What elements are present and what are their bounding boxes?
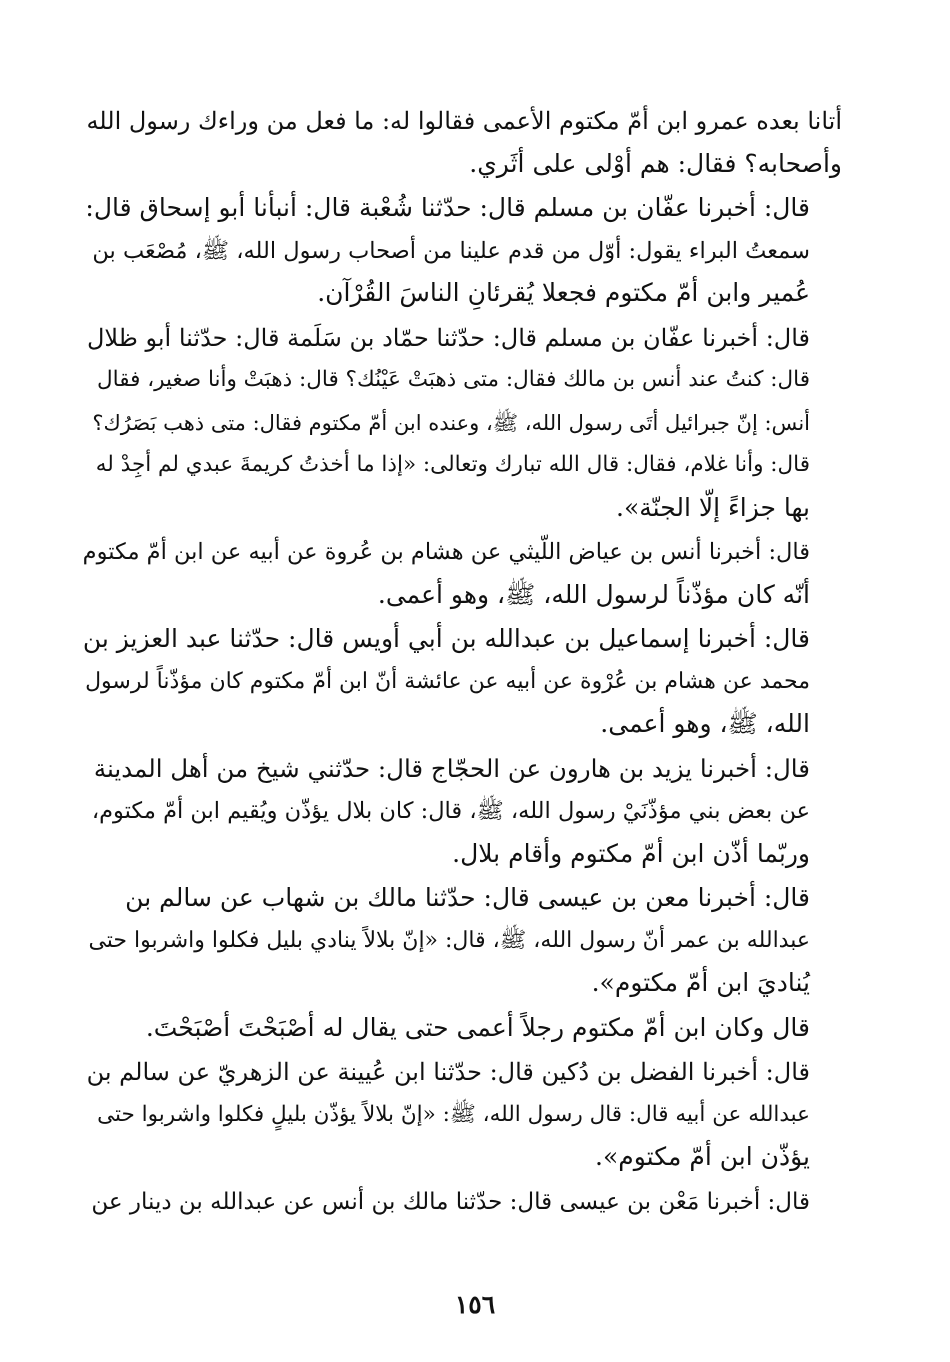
text-line: وربّما أذّن ابن أمّ مكتوم وأقام بلال.	[452, 838, 810, 868]
paragraph-6	[82, 748, 842, 876]
paragraph-10	[82, 1181, 842, 1224]
text-line: قال: أخبرنا مَعْن بن عيسى قال: حدّثنا مالك بن أنس عن عبدالله بن دينار عن	[91, 1188, 810, 1215]
page-number: ١٥٦	[454, 1290, 496, 1319]
text-line: قال وكان ابن أمّ مكتوم رجلاً أعمى حتى يقال له أصْبَحْتَ أصْبَحْتَ.	[145, 1012, 810, 1042]
text-line: بها جزاءً إلّا الجنّة».	[616, 492, 810, 522]
text-line: قال: أخبرنا يزيد بن هارون عن الحجّاج قال: حدّثني شيخ من أهل المدينة	[93, 753, 810, 783]
text-line: قال: وأنا غلام، فقال: قال الله تبارك وتعالى: «إذا ما أخذتُ كريمةَ عبدي لم أجِدْ له	[95, 452, 810, 477]
text-line: محمد عن هشام بن عُرْوة عن أبيه عن عائشة أنّ ابن أمّ مكتوم كان مؤذّناً لرسول	[85, 668, 810, 694]
text-line: قال: أخبرنا الفضل بن دُكين قال: حدّثنا ابن عُيينة عن الزهريّ عن سالم بن	[86, 1058, 810, 1086]
text-line: سمعتُ البراء يقول: أوّل من قدم علينا من أصحاب رسول الله، ﷺ، مُصْعَب بن	[92, 237, 810, 264]
text-line: الله، ﷺ، وهو أعمى.	[600, 709, 810, 738]
paragraph-2	[82, 187, 842, 315]
text-line: عُمير وابن أمّ مكتوم فجعلا يُقرئانِ الناسَ القُرْآن.	[317, 278, 810, 307]
paragraph-4	[82, 531, 842, 616]
text-line: أتانا بعده عمرو ابن أمّ مكتوم الأعمى فقالوا له: ما فعل من وراءك رسول الله	[86, 107, 842, 135]
text-line: قال: كنتُ عند أنس بن مالك فقال: متى ذهبَتْ عَيْنُك؟ قال: ذهبَتْ وأنا صغير، فقال	[97, 367, 810, 392]
paragraph-7	[82, 877, 842, 1005]
text-line: عبدالله بن عمر أنّ رسول الله، ﷺ، قال: «إنّ بلالاً ينادي بليل فكلوا واشربوا حتى	[88, 927, 810, 953]
paragraph-9	[82, 1051, 842, 1179]
text-line: أنّه كان مؤذّناً لرسول الله، ﷺ، وهو أعمى.	[377, 579, 810, 609]
text-line: قال: أخبرنا عفّان بن مسلم قال: حدّثنا حمّاد بن سَلَمة قال: حدّثنا أبو ظلال	[86, 323, 810, 352]
paragraph-1	[82, 100, 842, 185]
text-line: قال: أخبرنا عفّان بن مسلم قال: حدّثنا شُعْبة قال: أنبأنا أبو إسحاق قال:	[85, 193, 810, 222]
page-body	[82, 100, 842, 1225]
text-line: يُناديَ ابن أمّ مكتوم».	[591, 968, 810, 997]
text-line: قال: أخبرنا أنس بن عياض اللّيثي عن هشام بن عُروة عن أبيه عن ابن أمّ مكتوم	[82, 539, 810, 565]
paragraph-8	[82, 1007, 842, 1050]
text-line: قال: أخبرنا معن بن عيسى قال: حدّثنا مالك بن شهاب عن سالم بن	[125, 883, 810, 912]
text-line: قال: أخبرنا إسماعيل بن عبدالله بن أبي أويس قال: حدّثنا عبد العزيز بن	[82, 624, 810, 653]
text-line: عبدالله عن أبيه قال: قال رسول الله، ﷺ: «إنّ بلالاً يؤذّن بليلٍ فكلوا واشربوا حتى	[97, 1101, 810, 1127]
paragraph-5	[82, 618, 842, 746]
text-line: يؤذّن ابن أمّ مكتوم».	[595, 1142, 810, 1171]
text-line: أنس: إنّ جبرائيل أتَى رسول الله، ﷺ، وعنده ابن أمّ مكتوم فقال: متى ذهب بَصَرُك؟	[92, 410, 810, 435]
text-line: عن بعض بني مؤذّنَيْ رسول الله، ﷺ، قال: كان بلال يؤذّن ويُقيم ابن أمّ مكتوم،	[91, 798, 810, 824]
text-line: وأصحابه؟ فقال: هم أوْلى على أثَري.	[469, 148, 842, 178]
paragraph-3	[82, 317, 842, 530]
